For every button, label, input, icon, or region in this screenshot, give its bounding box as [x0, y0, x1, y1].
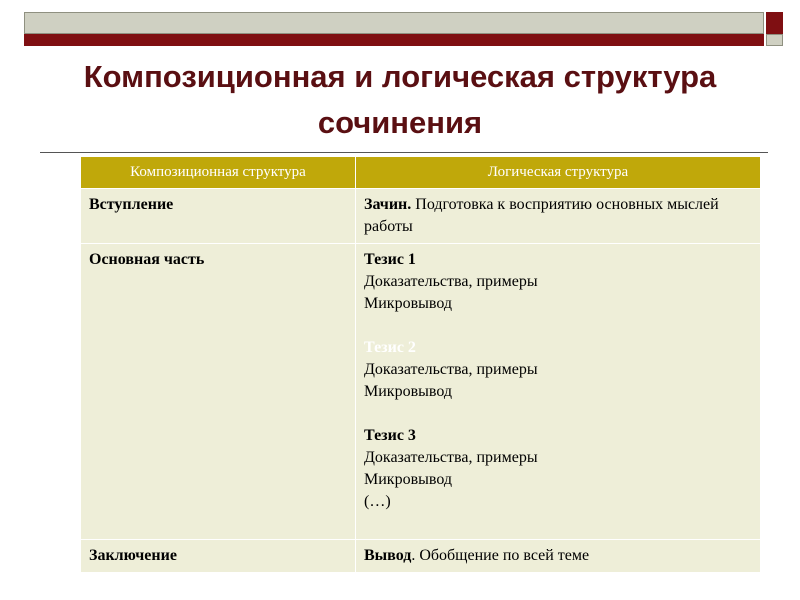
- ellipsis-text: (…): [364, 493, 391, 510]
- table-row-main: [81, 244, 761, 540]
- cell-intro-label: [81, 189, 356, 244]
- title-divider: [40, 152, 768, 153]
- thesis-3-microconclusion: Микровывод: [364, 471, 452, 488]
- table-row-intro: [81, 189, 761, 244]
- conclusion-label: Заключение: [89, 547, 177, 564]
- decorative-bar-bottom: [24, 34, 764, 46]
- conclusion-text: . Обобщение по всей теме: [411, 547, 590, 564]
- table-row-conclusion: [81, 540, 761, 573]
- main-label: Основная часть: [89, 251, 205, 268]
- cell-conclusion-label: [81, 540, 356, 573]
- intro-text: Подготовка к восприятию основных мыслей работы: [364, 196, 719, 235]
- thesis-2-title: Тезис 2: [364, 339, 416, 356]
- thesis-1-microconclusion: Микровывод: [364, 295, 452, 312]
- thesis-3-evidence: Доказательства, примеры: [364, 449, 538, 466]
- thesis-1-title: Тезис 1: [364, 251, 416, 268]
- thesis-2-evidence: Доказательства, примеры: [364, 361, 538, 378]
- conclusion-bold: Вывод: [364, 547, 412, 564]
- thesis-1-evidence: Доказательства, примеры: [364, 273, 538, 290]
- header-logic: Логическая структура: [356, 157, 761, 189]
- decorative-corner-grey: [766, 34, 783, 46]
- thesis-3-title: Тезис 3: [364, 427, 416, 444]
- decorative-corner-red: [766, 12, 783, 34]
- cell-intro-content: [356, 189, 761, 244]
- decorative-bar-top: [24, 12, 764, 34]
- header-composition: Композиционная структура: [81, 157, 356, 189]
- thesis-2-microconclusion: Микровывод: [364, 383, 452, 400]
- slide-title: Композиционная и логическая структура сочинения: [83, 59, 717, 140]
- cell-main-content: [356, 244, 761, 540]
- structure-table: [80, 156, 761, 573]
- table-header-row: [81, 157, 761, 189]
- cell-conclusion-content: [356, 540, 761, 573]
- cell-main-label: [81, 244, 356, 540]
- intro-bold: Зачин.: [364, 196, 412, 213]
- intro-label: Вступление: [89, 196, 174, 213]
